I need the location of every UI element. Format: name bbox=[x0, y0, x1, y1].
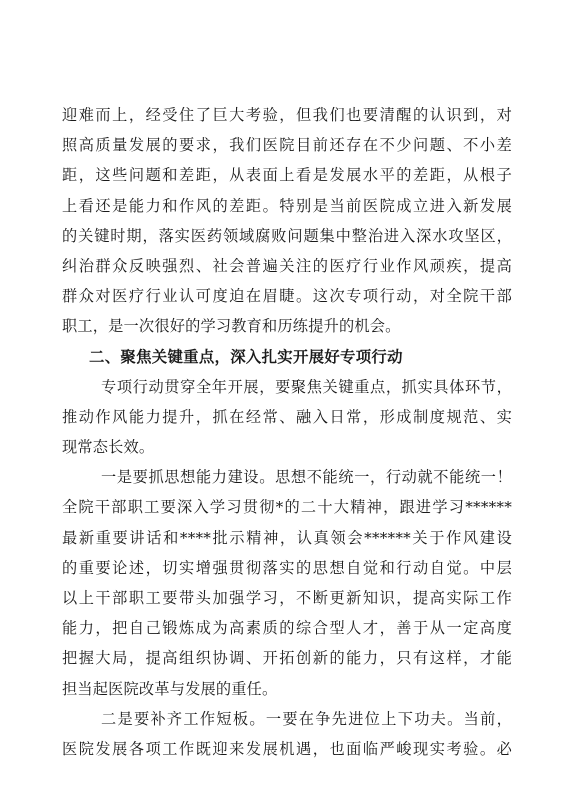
section-heading: 二、聚焦关键重点，深入扎实开展好专项行动 bbox=[89, 347, 403, 366]
text-line: 的关键时期，落实医药领域腐败问题集中整治进入深水攻坚区， bbox=[62, 226, 512, 245]
text-line: 以上干部职工要带头加强学习，不断更新知识，提高实际工作 bbox=[62, 589, 512, 607]
text-line: 全院干部职工要深入学习贯彻*的二十大精神，跟进学习****** bbox=[62, 498, 512, 517]
paragraph bbox=[62, 372, 512, 463]
text-line: 一是要抓思想能力建设。思想不能统一，行动就不能统一！ bbox=[101, 468, 512, 487]
text-line: 医院发展各项工作既迎来发展机遇，也面临严峻现实考验。必 bbox=[62, 739, 512, 758]
text-line: 最新重要讲话和****批示精神，认真领会******关于作风建设 bbox=[62, 528, 512, 547]
text-line: 距，这些问题和差距，从表面上看是发展水平的差距，从根子 bbox=[62, 166, 512, 185]
text-line: 的重要论述，切实增强贯彻落实的思想自觉和行动自觉。中层 bbox=[62, 558, 512, 577]
text-line: 专项行动贯穿全年开展，要聚焦关键重点，抓实具体环节， bbox=[101, 377, 512, 396]
text-line: 二是要补齐工作短板。一要在争先进位上下功夫。当前， bbox=[101, 709, 512, 728]
text-line: 担当起医院改革与发展的重任。 bbox=[62, 679, 278, 698]
text-line: 现常态长效。 bbox=[62, 438, 155, 457]
text-line: 职工，是一次很好的学习教育和历练提升的机会。 bbox=[62, 317, 401, 336]
text-line: 能力，把自己锻炼成为高素质的综合型人才，善于从一定高度 bbox=[62, 619, 512, 638]
paragraph bbox=[62, 704, 512, 764]
text-line: 把握大局，提高组织协调、开拓创新的能力，只有这样，才能 bbox=[62, 649, 512, 668]
text-line: 纠治群众反映强烈、社会普遍关注的医疗行业作风顽疾，提高 bbox=[62, 256, 512, 275]
paragraph bbox=[62, 462, 512, 704]
document-body bbox=[62, 100, 512, 764]
text-line: 上看还是能力和作风的差距。特别是当前医院成立进入新发展 bbox=[62, 196, 512, 215]
text-line: 推动作风能力提升，抓在经常、融入日常，形成制度规范、实 bbox=[62, 407, 512, 426]
text-line: 群众对医疗行业认可度迫在眉睫。这次专项行动，对全院干部 bbox=[62, 287, 512, 306]
text-line: 照高质量发展的要求，我们医院目前还存在不少问题、不小差 bbox=[62, 136, 512, 155]
text-line: 迎难而上，经受住了巨大考验，但我们也要清醒的认识到，对 bbox=[62, 106, 512, 124]
paragraph bbox=[62, 100, 512, 342]
